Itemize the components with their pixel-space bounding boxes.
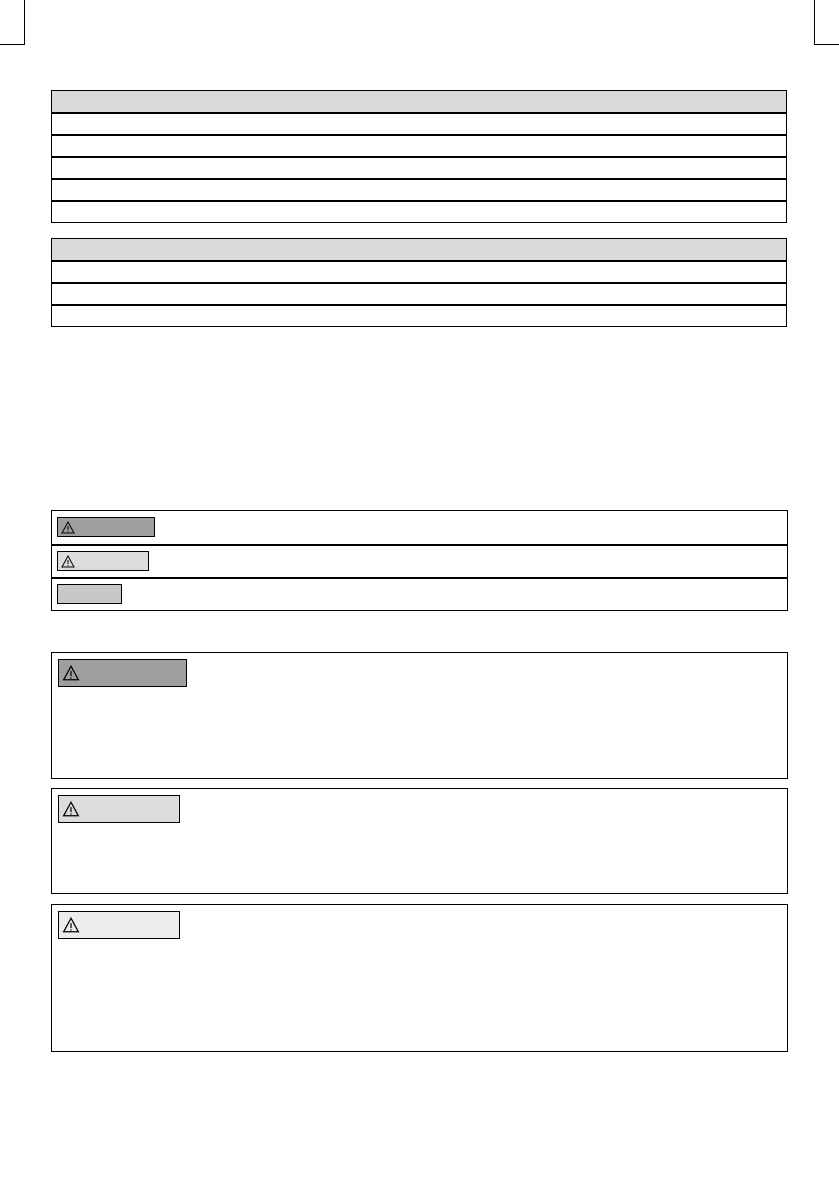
caution-label: [58, 911, 180, 939]
crop-mark-right: [814, 0, 839, 45]
legend-row-warning: [52, 544, 787, 577]
warning-triangle-icon: [62, 665, 80, 681]
hazard-legend: [51, 510, 788, 611]
warning-triangle-icon: [61, 555, 75, 568]
danger-box: [51, 652, 788, 779]
table-row: [52, 260, 786, 282]
table-1: [51, 90, 787, 223]
table-row: [52, 282, 786, 304]
table-row: [52, 156, 786, 178]
table-row: [52, 112, 786, 134]
warning-triangle-icon: [62, 917, 80, 933]
warning-box: [51, 788, 788, 894]
table-row: [52, 178, 786, 200]
danger-label: [57, 517, 155, 537]
warning-label: [58, 795, 180, 823]
legend-row-notice: [52, 577, 787, 610]
notice-label: [57, 584, 122, 604]
legend-row-danger: [52, 511, 787, 544]
table-header: [52, 91, 786, 112]
table-2: [51, 238, 787, 327]
warning-label: [57, 551, 149, 571]
warning-triangle-icon: [61, 521, 75, 534]
warning-triangle-icon: [62, 801, 80, 817]
table-row: [52, 200, 786, 222]
table-row: [52, 304, 786, 326]
table-header: [52, 239, 786, 260]
crop-mark-left: [0, 0, 25, 45]
table-row: [52, 134, 786, 156]
danger-label: [58, 659, 187, 687]
caution-box: [51, 904, 788, 1052]
